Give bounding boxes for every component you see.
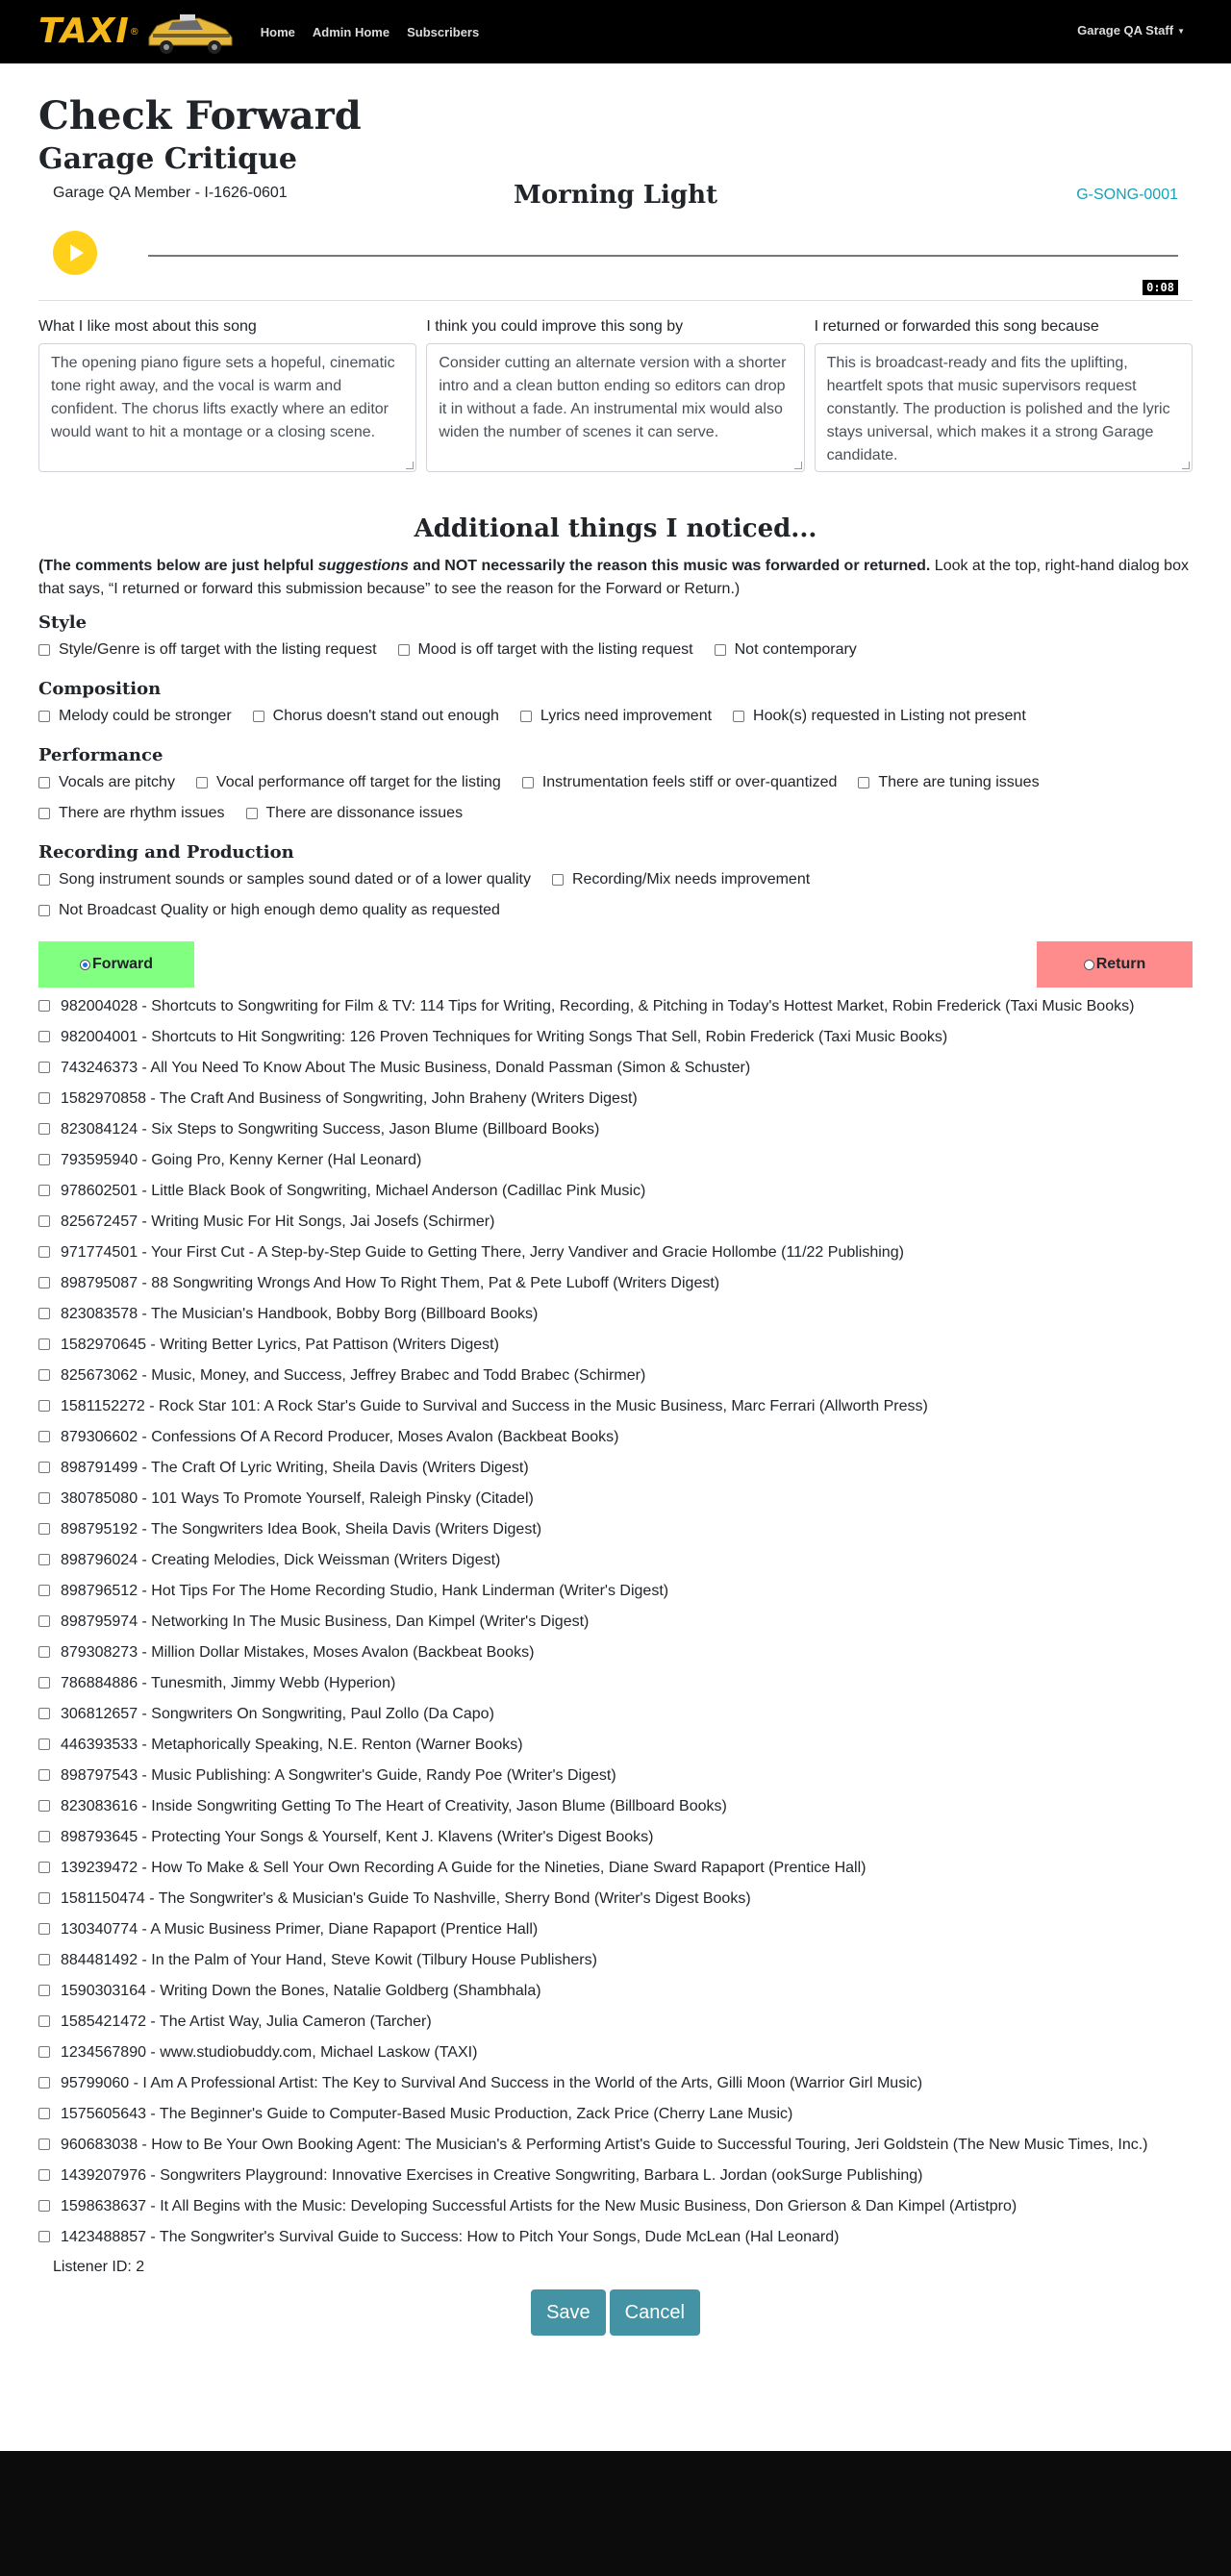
checkbox-vocals-pitchy[interactable] — [38, 771, 175, 794]
checkbox-icon[interactable] — [38, 1462, 50, 1473]
book-list-item[interactable] — [38, 1888, 1193, 1911]
book-list-item[interactable] — [38, 1211, 1193, 1234]
cancel-button[interactable]: Cancel — [610, 2289, 700, 2336]
book-list-item[interactable] — [38, 1180, 1193, 1203]
checkbox-icon[interactable] — [38, 1400, 50, 1412]
song-info-row — [38, 177, 1193, 223]
checkbox-icon[interactable] — [253, 711, 264, 722]
checkbox-icon[interactable] — [38, 1369, 50, 1381]
book-label: 823083616 - Inside Songwriting Getting To The Heart of Creativity, Jason Blume (Billboard Books) — [61, 1798, 727, 1814]
checkbox-icon[interactable] — [858, 777, 869, 788]
disclaimer-bold-2: and NOT necessarily the reason this music was forwarded or returned. — [408, 558, 931, 574]
category-recording-heading: Recording and Production — [38, 842, 294, 863]
page-footer — [0, 2451, 1231, 2576]
playback-time: 0:08 — [1143, 280, 1178, 295]
book-label: 898796512 - Hot Tips For The Home Recording Studio, Hank Linderman (Writer's Digest) — [61, 1583, 669, 1599]
book-label: 1598638637 - It All Begins with the Music: Developing Successful Artists for the New Music Business, Don Grierson & Dan Kimpel (Artistpro) — [61, 2198, 1017, 2214]
book-list-item[interactable] — [38, 1303, 1193, 1326]
checkbox-instrumentation[interactable] — [522, 771, 838, 794]
feedback-like-label: What I like most about this song — [38, 318, 257, 335]
book-list-item[interactable] — [38, 1672, 1193, 1695]
book-list-item[interactable] — [38, 1949, 1193, 1972]
book-label: 1439207976 - Songwriters Playground: Innovative Exercises in Creative Songwriting, Barbara L. Jordan (ookSurge Publishing) — [61, 2167, 923, 2184]
checkbox-icon[interactable] — [38, 777, 50, 788]
feedback-reason-textarea[interactable] — [815, 343, 1193, 472]
book-list-item[interactable] — [38, 1088, 1193, 1111]
checkbox-label: Chorus doesn't stand out enough — [272, 708, 499, 724]
checkbox-icon[interactable] — [38, 1831, 50, 1842]
checkbox-icon[interactable] — [520, 711, 532, 722]
book-recommendation-list — [38, 995, 1193, 2249]
checkbox-label: Song instrument sounds or samples sound dated or of a lower quality — [59, 871, 531, 888]
book-list-item[interactable] — [38, 1241, 1193, 1264]
feedback-improve-label: I think you could improve this song by — [426, 318, 684, 335]
checkbox-icon[interactable] — [522, 777, 534, 788]
taxi-logo[interactable] — [38, 7, 238, 57]
checkbox-label: Not Broadcast Quality or high enough demo quality as requested — [59, 902, 500, 918]
forward-label: Forward — [91, 956, 154, 972]
book-label: 306812657 - Songwriters On Songwriting, Paul Zollo (Da Capo) — [61, 1706, 494, 1722]
book-label: 1581150474 - The Songwriter's & Musician's Guide To Nashville, Sherry Bond (Writer's Digest Books) — [61, 1890, 751, 1907]
logo-text: TAXI — [38, 12, 130, 51]
checkbox-icon[interactable] — [38, 1892, 50, 1904]
checkbox-icon[interactable] — [38, 2015, 50, 2027]
checkbox-broadcast-quality[interactable] — [38, 899, 500, 922]
checkbox-chorus[interactable] — [253, 705, 499, 728]
caret-down-icon: ▼ — [1177, 27, 1185, 37]
form-actions — [38, 2289, 1193, 2336]
book-list-item[interactable] — [38, 2103, 1193, 2126]
checkbox-style-genre[interactable] — [38, 638, 377, 662]
checkbox-label: Vocal performance off target for the listing — [215, 774, 501, 790]
book-list-item[interactable] — [38, 1488, 1193, 1511]
checkbox-label: Melody could be stronger — [59, 708, 232, 724]
book-label: 786884886 - Tunesmith, Jimmy Webb (Hyperion) — [61, 1675, 396, 1691]
book-label: 130340774 - A Music Business Primer, Diane Rapaport (Prentice Hall) — [61, 1921, 539, 1938]
page-subtitle: Garage Critique — [38, 142, 298, 176]
book-label: 825672457 - Writing Music For Hit Songs, Jai Josefs (Schirmer) — [61, 1213, 495, 1230]
checkbox-vocal-performance[interactable] — [196, 771, 501, 794]
book-list-item[interactable] — [38, 1703, 1193, 1726]
checkbox-icon[interactable] — [38, 1615, 50, 1627]
listener-id: Listener ID: 2 — [53, 2259, 145, 2275]
checkbox-icon[interactable] — [38, 1092, 50, 1104]
book-label: 898796024 - Creating Melodies, Dick Weissman (Writers Digest) — [61, 1552, 501, 1568]
decision-row — [38, 941, 1193, 989]
book-label: 380785080 - 101 Ways To Promote Yourself, Raleigh Pinsky (Citadel) — [61, 1490, 534, 1507]
book-label: 823083578 - The Musician's Handbook, Bobby Borg (Billboard Books) — [61, 1306, 539, 1322]
category-style-heading: Style — [38, 613, 88, 633]
book-label: 1585421472 - The Artist Way, Julia Cameron (Tarcher) — [61, 2013, 432, 2030]
book-label: 982004001 - Shortcuts to Hit Songwriting: 126 Proven Techniques for Writing Songs That Sell, Robin Frederick (Taxi Music Books) — [61, 1029, 948, 1045]
category-recording-options — [38, 868, 1193, 922]
book-label: 879308273 - Million Dollar Mistakes, Moses Avalon (Backbeat Books) — [61, 1644, 535, 1661]
checkbox-icon[interactable] — [38, 1123, 50, 1135]
feedback-reason — [815, 318, 1193, 472]
book-label: 1582970645 - Writing Better Lyrics, Pat Pattison (Writers Digest) — [61, 1337, 499, 1353]
book-label: 95799060 - I Am A Professional Artist: The Key to Survival And Success in the World of the Arts, Gilli Moon (Warrior Girl Music) — [61, 2075, 923, 2091]
resize-grip-icon[interactable] — [406, 462, 414, 469]
checkbox-icon[interactable] — [38, 2046, 50, 2058]
checkbox-label: Style/Genre is off target with the listing request — [59, 641, 377, 658]
audio-progress-track[interactable] — [148, 255, 1178, 257]
category-performance-heading: Performance — [38, 745, 163, 765]
book-label: 898795087 - 88 Songwriting Wrongs And How To Right Them, Pat & Pete Luboff (Writers Digest) — [61, 1275, 720, 1291]
checkbox-icon[interactable] — [38, 1215, 50, 1227]
book-label: 898793645 - Protecting Your Songs & Yourself, Kent J. Klavens (Writer's Digest Books) — [61, 1829, 654, 1845]
member-id: Garage QA Member - I-1626-0601 — [53, 185, 288, 201]
book-list-item[interactable] — [38, 2164, 1193, 2188]
book-label: 825673062 - Music, Money, and Success, Jeffrey Brabec and Todd Brabec (Schirmer) — [61, 1367, 646, 1384]
checkbox-icon[interactable] — [246, 808, 258, 819]
book-label: 1590303164 - Writing Down the Bones, Natalie Goldberg (Shambhala) — [61, 1983, 541, 1999]
book-list-item[interactable] — [38, 1611, 1193, 1634]
checkbox-icon[interactable] — [38, 2169, 50, 2181]
resize-grip-icon[interactable] — [794, 462, 802, 469]
checkbox-icon[interactable] — [38, 874, 50, 886]
checkbox-icon[interactable] — [38, 1677, 50, 1688]
checkbox-label: There are tuning issues — [878, 774, 1040, 790]
book-label: 1234567890 - www.studiobuddy.com, Michael Laskow (TAXI) — [61, 2044, 478, 2061]
feedback-reason-label: I returned or forwarded this song because — [814, 318, 1099, 335]
feedback-reason-text: This is broadcast-ready and fits the uplifting, heartfelt spots that music supervisors request constantly. The production is polished and the lyric stays universal, which makes it a strong Garage candidate. — [826, 355, 1170, 463]
checkbox-icon[interactable] — [38, 1769, 50, 1781]
feedback-like-text: The opening piano figure sets a hopeful, cinematic tone right away, and the vocal is warm and confident. The chorus lifts exactly where an editor would want to hit a montage or a closing scene. — [51, 355, 395, 440]
checkbox-icon[interactable] — [38, 1646, 50, 1658]
logo-registered-mark: ® — [129, 26, 139, 38]
checkbox-icon[interactable] — [38, 1308, 50, 1319]
book-list-item[interactable] — [38, 1057, 1193, 1080]
play-button[interactable] — [53, 231, 97, 275]
radio-icon[interactable] — [1084, 960, 1094, 970]
checkbox-icon[interactable] — [38, 2231, 50, 2242]
play-icon — [70, 244, 84, 262]
book-list-item[interactable] — [38, 2072, 1193, 2095]
book-label: 446393533 - Metaphorically Speaking, N.E. Renton (Warner Books) — [61, 1737, 523, 1753]
book-label: 879306602 - Confessions Of A Record Producer, Moses Avalon (Backbeat Books) — [61, 1429, 619, 1445]
book-label: 971774501 - Your First Cut - A Step-by-Step Guide to Getting There, Jerry Vandiver and Gracie Hollombe (11/22 Publishing) — [61, 1244, 904, 1261]
book-list-item[interactable] — [38, 1149, 1193, 1172]
book-list-item[interactable] — [38, 1764, 1193, 1788]
return-option[interactable] — [1037, 941, 1193, 988]
resize-grip-icon[interactable] — [1182, 462, 1190, 469]
checkbox-icon[interactable] — [38, 2200, 50, 2212]
book-list-item[interactable] — [38, 1364, 1193, 1388]
book-list-item[interactable] — [38, 1118, 1193, 1141]
checkbox-label: Not contemporary — [734, 641, 857, 658]
checkbox-icon[interactable] — [38, 1062, 50, 1073]
taxi-cab-icon — [143, 7, 238, 57]
checkbox-icon[interactable] — [38, 1800, 50, 1812]
feedback-improve — [426, 318, 804, 472]
feedback-like-textarea[interactable] — [38, 343, 416, 472]
book-list-item[interactable] — [38, 1026, 1193, 1049]
checkbox-icon[interactable] — [552, 874, 564, 886]
book-list-item[interactable] — [38, 1272, 1193, 1295]
book-list-item[interactable] — [38, 1549, 1193, 1572]
feedback-improve-text: Consider cutting an alternate version with a shorter intro and a clean button ending so editors can drop it in without a fade. An instrumental mix would also widen the number of scenes it can serve. — [439, 355, 787, 440]
category-performance-options — [38, 771, 1193, 825]
radio-selected-icon[interactable] — [80, 960, 90, 970]
checkbox-icon[interactable] — [38, 1031, 50, 1042]
checkbox-icon[interactable] — [38, 1585, 50, 1596]
book-label: 1581152272 - Rock Star 101: A Rock Star's Guide to Survival and Success in the Music Business, Marc Ferrari (Allworth Press) — [61, 1398, 928, 1414]
song-title: Morning Light — [514, 181, 717, 210]
book-label: 898791499 - The Craft Of Lyric Writing, Sheila Davis (Writers Digest) — [61, 1460, 529, 1476]
book-label: 978602501 - Little Black Book of Songwriting, Michael Anderson (Cadillac Pink Music) — [61, 1183, 646, 1199]
checkbox-label: Hook(s) requested in Listing not present — [753, 708, 1026, 724]
checkbox-icon[interactable] — [38, 1523, 50, 1535]
checkbox-not-contemporary[interactable] — [715, 638, 857, 662]
category-composition-options — [38, 705, 1193, 728]
checkbox-icon[interactable] — [38, 808, 50, 819]
checkbox-label: There are rhythm issues — [59, 805, 225, 821]
nav-link-admin-home[interactable]: Admin Home — [312, 24, 390, 39]
book-label: 139239472 - How To Make & Sell Your Own Recording A Guide for the Nineties, Diane Sward Rapaport (Prentice Hall) — [61, 1860, 867, 1876]
return-label: Return — [1095, 956, 1146, 972]
book-list-item[interactable] — [38, 2134, 1193, 2157]
book-list-item[interactable] — [38, 2041, 1193, 2064]
page-title: Check Forward — [38, 93, 362, 138]
book-list-item[interactable] — [38, 1518, 1193, 1541]
book-list-item[interactable] — [38, 1918, 1193, 1941]
checkbox-icon[interactable] — [38, 1862, 50, 1873]
checkbox-icon[interactable] — [38, 1923, 50, 1935]
checkbox-icon[interactable] — [38, 1985, 50, 1996]
audio-player — [38, 223, 1193, 292]
checkbox-icon[interactable] — [38, 1492, 50, 1504]
disclaimer-rest: Look at the top, right-hand dialog box that says, “I returned or forward this submission because” to see the reason for the Forward or Return.) — [38, 558, 1189, 597]
book-list-item[interactable] — [38, 1580, 1193, 1603]
checkbox-icon[interactable] — [38, 1554, 50, 1565]
book-label: 898795974 - Networking In The Music Business, Dan Kimpel (Writer's Digest) — [61, 1613, 590, 1630]
checkbox-icon[interactable] — [38, 1277, 50, 1288]
disclaimer-italic: suggestions — [317, 558, 409, 574]
book-list-item[interactable] — [38, 1734, 1193, 1757]
user-menu[interactable] — [1077, 23, 1185, 38]
book-label: 743246373 - All You Need To Know About The Music Business, Donald Passman (Simon & Schuster) — [61, 1060, 751, 1076]
checkbox-icon[interactable] — [38, 711, 50, 722]
checkbox-label: Recording/Mix needs improvement — [571, 871, 811, 888]
book-list-item[interactable] — [38, 1334, 1193, 1357]
checkbox-lyrics[interactable] — [520, 705, 712, 728]
song-id-link[interactable]: G-SONG-0001 — [1076, 187, 1178, 203]
checkbox-label: Mood is off target with the listing request — [417, 641, 693, 658]
checkbox-hooks[interactable] — [733, 705, 1026, 728]
additional-heading: Additional things I noticed... — [414, 514, 817, 543]
book-list-item[interactable] — [38, 1395, 1193, 1418]
checkbox-icon[interactable] — [38, 1738, 50, 1750]
feedback-section — [38, 318, 1193, 472]
checkbox-icon[interactable] — [38, 905, 50, 916]
checkbox-icon[interactable] — [38, 1154, 50, 1165]
checkbox-label: There are dissonance issues — [265, 805, 464, 821]
book-label: 1582970858 - The Craft And Business of Songwriting, John Braheny (Writers Digest) — [61, 1090, 638, 1107]
checkbox-icon[interactable] — [38, 1708, 50, 1719]
category-composition-heading: Composition — [38, 679, 162, 699]
checkbox-mix[interactable] — [552, 868, 810, 891]
book-label: 960683038 - How to Be Your Own Booking Agent: The Musician's & Performing Artist's Guide to Successful Touring, Jeri Goldstein (The New Music Times, Inc.) — [61, 2137, 1148, 2153]
checkbox-tuning[interactable] — [858, 771, 1039, 794]
book-label: 884481492 - In the Palm of Your Hand, Steve Kowit (Tilbury House Publishers) — [61, 1952, 597, 1968]
top-navbar — [0, 0, 1231, 63]
checkbox-icon[interactable] — [196, 777, 208, 788]
checkbox-icon[interactable] — [38, 644, 50, 656]
book-list-item[interactable] — [38, 1980, 1193, 2003]
book-list-item[interactable] — [38, 1641, 1193, 1664]
book-list-item[interactable] — [38, 1826, 1193, 1849]
checkbox-label: Vocals are pitchy — [59, 774, 175, 790]
category-style-options — [38, 638, 1193, 662]
checkbox-icon[interactable] — [38, 1000, 50, 1012]
checkbox-rhythm[interactable] — [38, 802, 225, 825]
checkbox-icon[interactable] — [38, 2138, 50, 2150]
checkbox-icon[interactable] — [38, 1246, 50, 1258]
book-label: 823084124 - Six Steps to Songwriting Success, Jason Blume (Billboard Books) — [61, 1121, 600, 1138]
checkbox-melody[interactable] — [38, 705, 232, 728]
checkbox-dissonance[interactable] — [246, 802, 464, 825]
book-label: 898795192 - The Songwriters Idea Book, Sheila Davis (Writers Digest) — [61, 1521, 542, 1538]
checkbox-label: Instrumentation feels stiff or over-quantized — [541, 774, 838, 790]
checkbox-icon[interactable] — [38, 2077, 50, 2088]
feedback-like — [38, 318, 416, 472]
checkbox-dated-sounds[interactable] — [38, 868, 531, 891]
checkbox-mood[interactable] — [398, 638, 693, 662]
checkbox-icon[interactable] — [38, 1431, 50, 1442]
book-label: 898797543 - Music Publishing: A Songwriter's Guide, Randy Poe (Writer's Digest) — [61, 1767, 616, 1784]
book-label: 1575605643 - The Beginner's Guide to Computer-Based Music Production, Zack Price (Cherry Lane Music) — [61, 2106, 793, 2122]
feedback-improve-textarea[interactable] — [426, 343, 804, 472]
book-list-item[interactable] — [38, 2011, 1193, 2034]
checkbox-label: Lyrics need improvement — [540, 708, 713, 724]
book-list-item[interactable] — [38, 1795, 1193, 1818]
checkbox-icon[interactable] — [715, 644, 726, 656]
book-list-item[interactable] — [38, 1426, 1193, 1449]
book-label: 793595940 - Going Pro, Kenny Kerner (Hal Leonard) — [61, 1152, 422, 1168]
nav-link-subscribers[interactable]: Subscribers — [407, 24, 480, 39]
book-label: 982004028 - Shortcuts to Songwriting for Film & TV: 114 Tips for Writing, Recording, & Pitching in Today's Hottest Market, Robin Frederick (Taxi Music Books) — [61, 998, 1135, 1014]
book-list-item[interactable] — [38, 1457, 1193, 1480]
checkbox-icon[interactable] — [38, 1338, 50, 1350]
book-list-item[interactable] — [38, 1857, 1193, 1880]
checkbox-icon[interactable] — [38, 1185, 50, 1196]
book-list-item[interactable] — [38, 2226, 1193, 2249]
book-label: 1423488857 - The Songwriter's Survival Guide to Success: How to Pitch Your Songs, Dude McLean (Hal Leonard) — [61, 2229, 840, 2245]
forward-option[interactable] — [38, 941, 194, 988]
disclaimer-text — [38, 555, 1193, 601]
nav-link-home[interactable]: Home — [260, 24, 295, 39]
user-menu-label: Garage QA Staff — [1077, 23, 1174, 38]
checkbox-icon[interactable] — [38, 1954, 50, 1965]
checkbox-icon[interactable] — [733, 711, 744, 722]
checkbox-icon[interactable] — [38, 2108, 50, 2119]
disclaimer-bold-1: (The comments below are just helpful — [38, 558, 318, 574]
divider — [38, 300, 1193, 301]
save-button[interactable]: Save — [531, 2289, 606, 2336]
book-list-item[interactable] — [38, 2195, 1193, 2218]
book-list-item[interactable] — [38, 995, 1193, 1018]
checkbox-icon[interactable] — [398, 644, 410, 656]
